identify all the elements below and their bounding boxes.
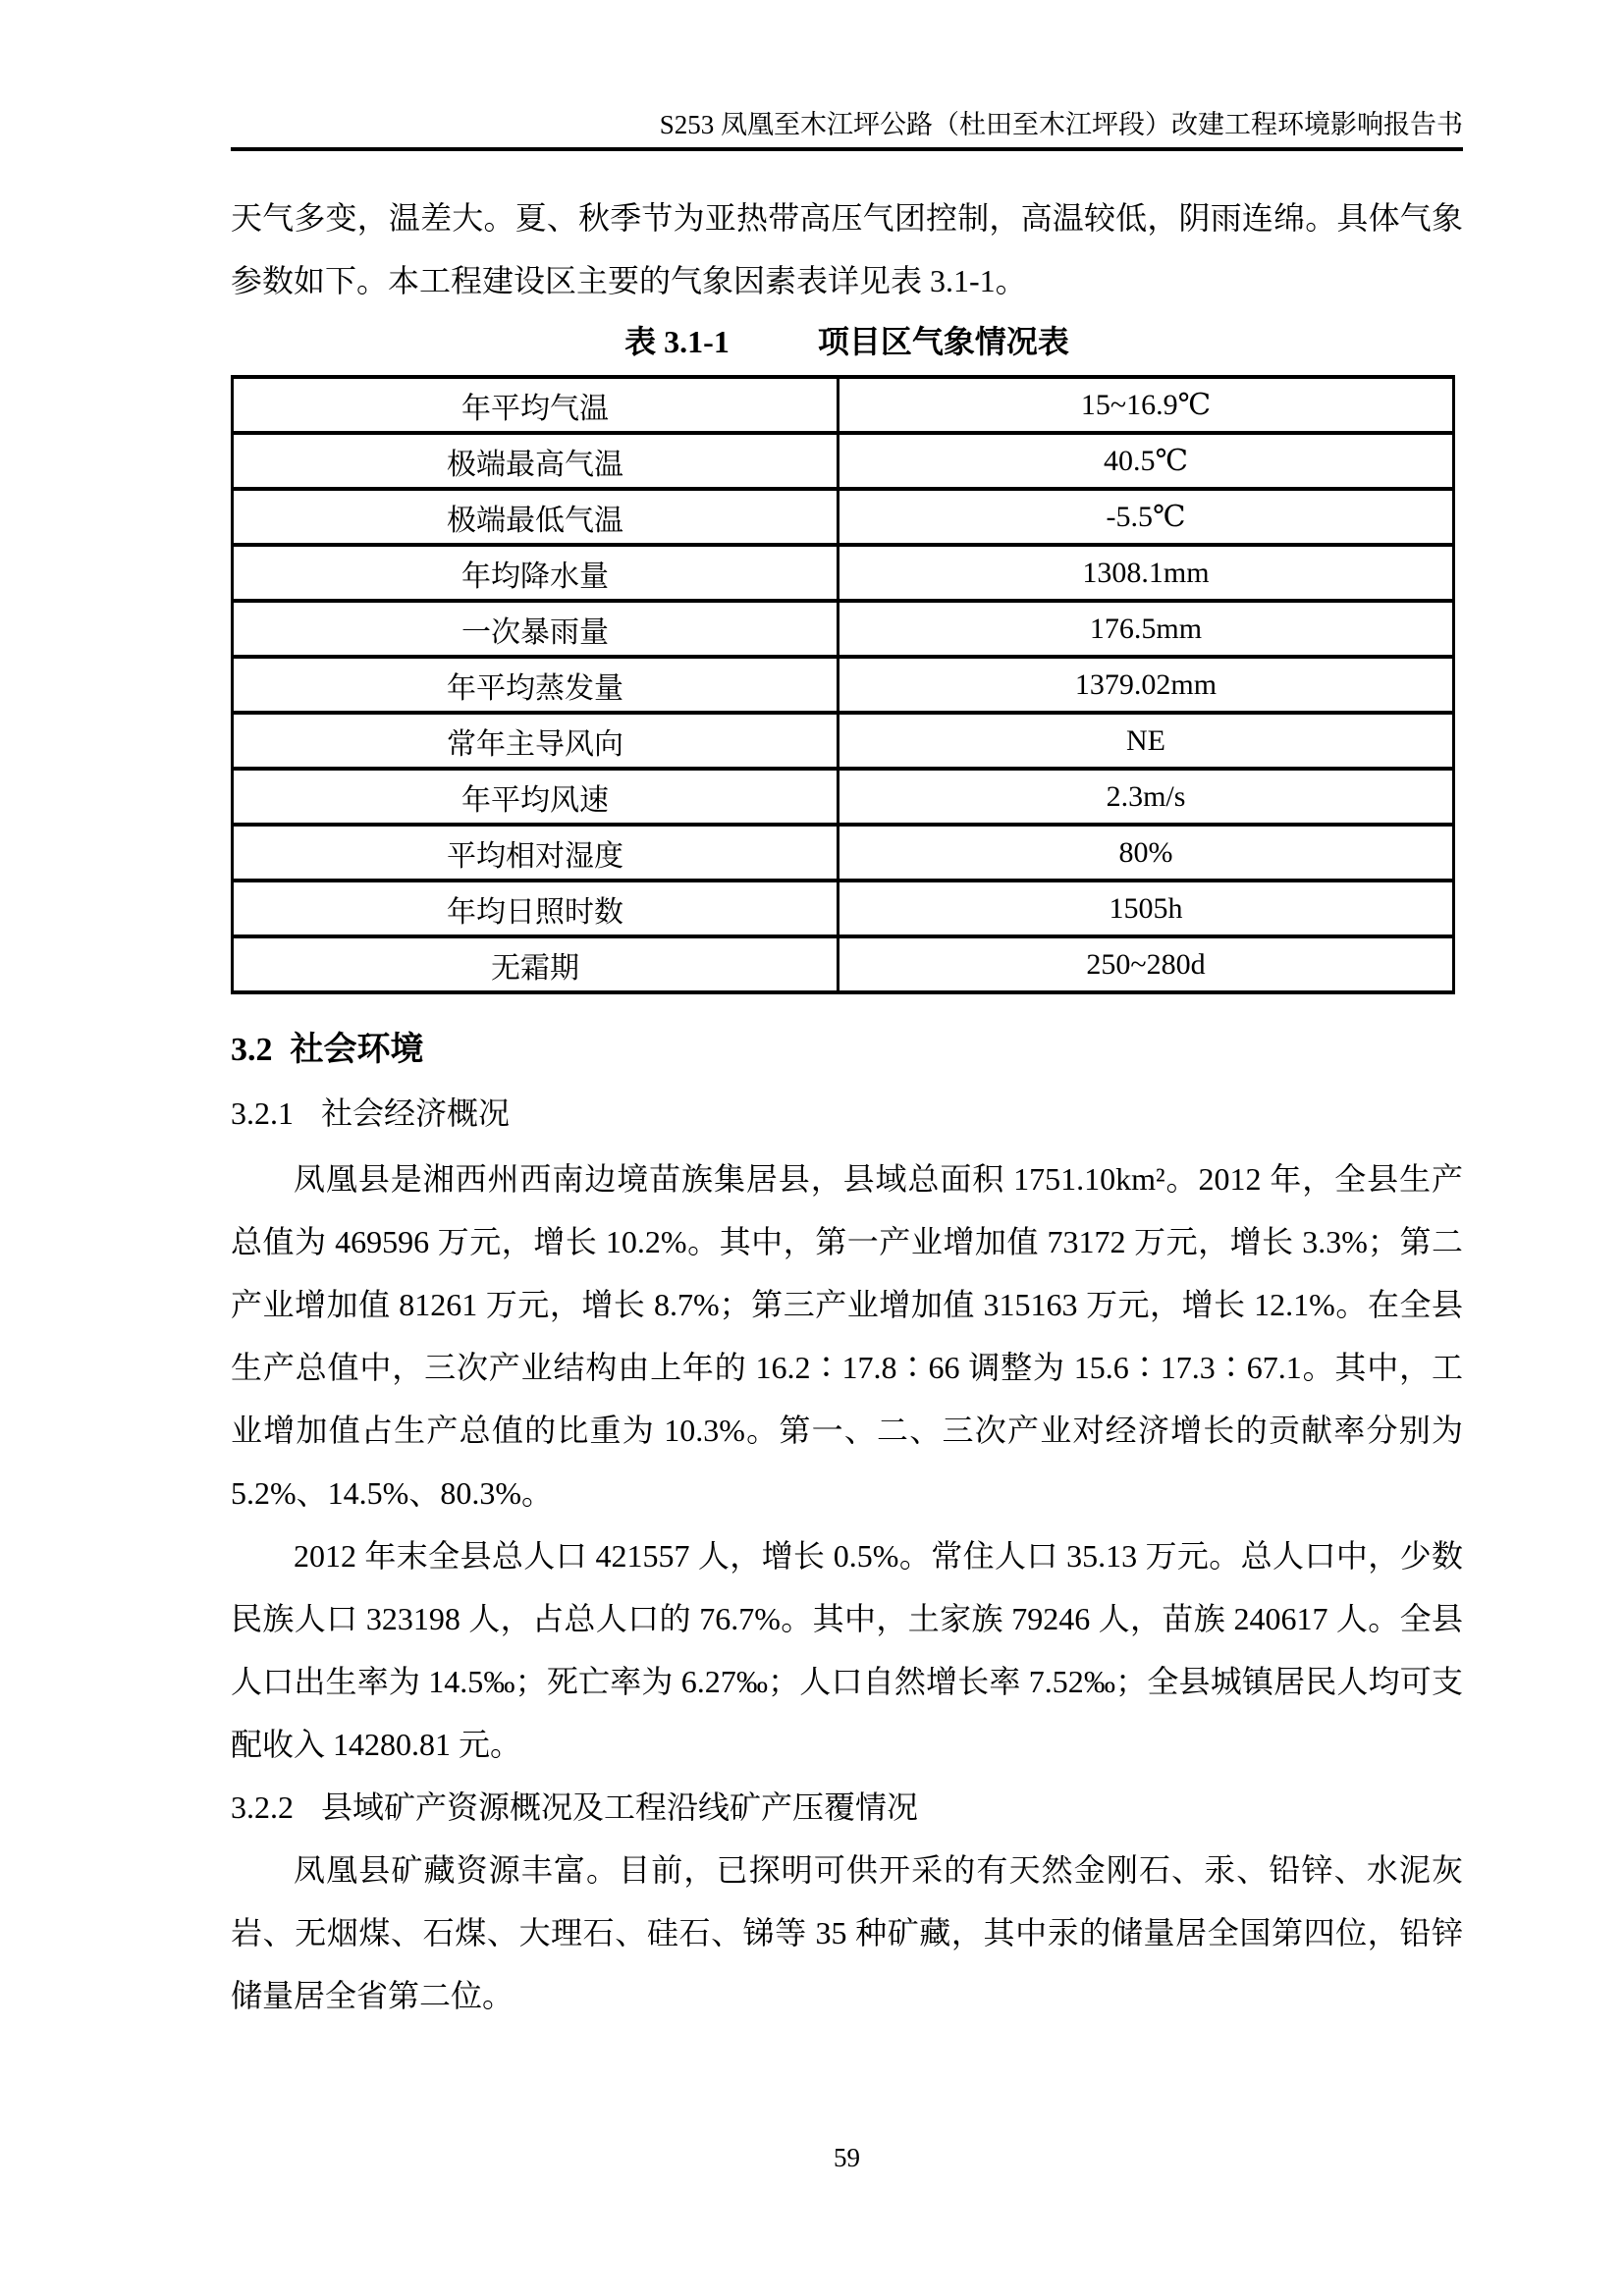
weather-item-cell: 年平均气温 (233, 377, 839, 433)
table-row (233, 489, 1454, 545)
intro-paragraph: 天气多变，温差大。夏、秋季节为亚热带高压气团控制，高温较低，阴雨连绵。具体气象参数如下。本工程建设区主要的气象因素表详见表 3.1-1。 (231, 200, 1463, 298)
header-title: S253 凤凰至木江坪公路（杜田至木江坪段）改建工程环境影响报告书 (659, 110, 1463, 139)
paragraph-population: 2012 年末全县总人口 421557 人，增长 0.5%。常住人口 35.13 万元。总人口中，少数民族人口 323198 人，占总人口的 76.7%。其中，土家族 79246 人，苗族 240617 人。全县人口出生率为 14.5‰；死亡率为 6.27‰；人口自然增长率 7.52‰；全县城镇居民人均可支配收入 14280.81 元。 (231, 1538, 1463, 1762)
table-row (233, 713, 1454, 769)
table-row (233, 825, 1454, 881)
weather-value-cell: 1379.02mm (839, 657, 1454, 713)
table-row (233, 433, 1454, 489)
table-row (233, 377, 1454, 433)
page-header (231, 0, 1463, 139)
weather-table (231, 375, 1455, 994)
weather-item-cell: 极端最低气温 (233, 489, 839, 545)
weather-value-cell: 176.5mm (839, 601, 1454, 657)
section-number: 3.2.1 (231, 1095, 294, 1131)
weather-value-cell: 2.3m/s (839, 769, 1454, 825)
page-footer (231, 2142, 1463, 2173)
section-heading-minerals (231, 1776, 1463, 1839)
table-row (233, 881, 1454, 936)
page-number: 59 (834, 2143, 860, 2172)
section-number: 3.2 (231, 1032, 273, 1068)
weather-item-cell: 平均相对湿度 (233, 825, 839, 881)
weather-value-cell: NE (839, 713, 1454, 769)
weather-value-cell: -5.5℃ (839, 489, 1454, 545)
table-row (233, 936, 1454, 992)
weather-table-caption (231, 320, 1463, 363)
section-title: 社会环境 (290, 1032, 424, 1068)
weather-item-cell: 年均降水量 (233, 545, 839, 601)
weather-table-title: 项目区气象情况表 (817, 324, 1069, 359)
weather-value-cell: 80% (839, 825, 1454, 881)
section-number: 3.2.2 (231, 1789, 294, 1825)
weather-value-cell: 40.5℃ (839, 433, 1454, 489)
weather-item-cell: 极端最高气温 (233, 433, 839, 489)
section-title: 县域矿产资源概况及工程沿线矿产压覆情况 (321, 1789, 919, 1825)
paragraph-economy-overview: 凤凰县是湘西州西南边境苗族集居县，县域总面积 1751.10km²。2012 年，全县生产总值为 469596 万元，增长 10.2%。其中，第一产业增加值 73172 万元，增长 3.3%；第二产业增加值 81261 万元，增长 8.7%；第三产业增加值 315163 万元，增长 12.1%。在全县生产总值中，三次产业结构由上年的 16.2∶17.8∶66 调整为 15.6∶17.3∶67.1。其中，工业增加值占生产总值的比重为 10.3%。第一、二、三次产业对经济增长的贡献率分别为 5.2%、14.5%、80.3%。 (231, 1161, 1463, 1511)
section-title: 社会经济概况 (321, 1095, 511, 1131)
section-heading-economy (231, 1091, 1463, 1136)
table-row (233, 601, 1454, 657)
weather-item-cell: 无霜期 (233, 936, 839, 992)
weather-value-cell: 1308.1mm (839, 545, 1454, 601)
section-heading-social (231, 1028, 1463, 1073)
table-row (233, 545, 1454, 601)
header-rule (231, 147, 1463, 151)
weather-value-cell: 1505h (839, 881, 1454, 936)
weather-table-label: 表 3.1-1 (624, 324, 730, 359)
weather-value-cell: 250~280d (839, 936, 1454, 992)
paragraph-mineral-resources: 凤凰县矿藏资源丰富。目前，已探明可供开采的有天然金刚石、汞、铅锌、水泥灰岩、无烟煤、石煤、大理石、硅石、锑等 35 种矿藏，其中汞的储量居全国第四位，铅锌储量居全省第二位。 (231, 1852, 1463, 2013)
weather-value-cell: 15~16.9℃ (839, 377, 1454, 433)
weather-item-cell: 年平均风速 (233, 769, 839, 825)
weather-item-cell: 一次暴雨量 (233, 601, 839, 657)
weather-item-cell: 年平均蒸发量 (233, 657, 839, 713)
table-row (233, 657, 1454, 713)
weather-item-cell: 常年主导风向 (233, 713, 839, 769)
weather-item-cell: 年均日照时数 (233, 881, 839, 936)
table-row (233, 769, 1454, 825)
